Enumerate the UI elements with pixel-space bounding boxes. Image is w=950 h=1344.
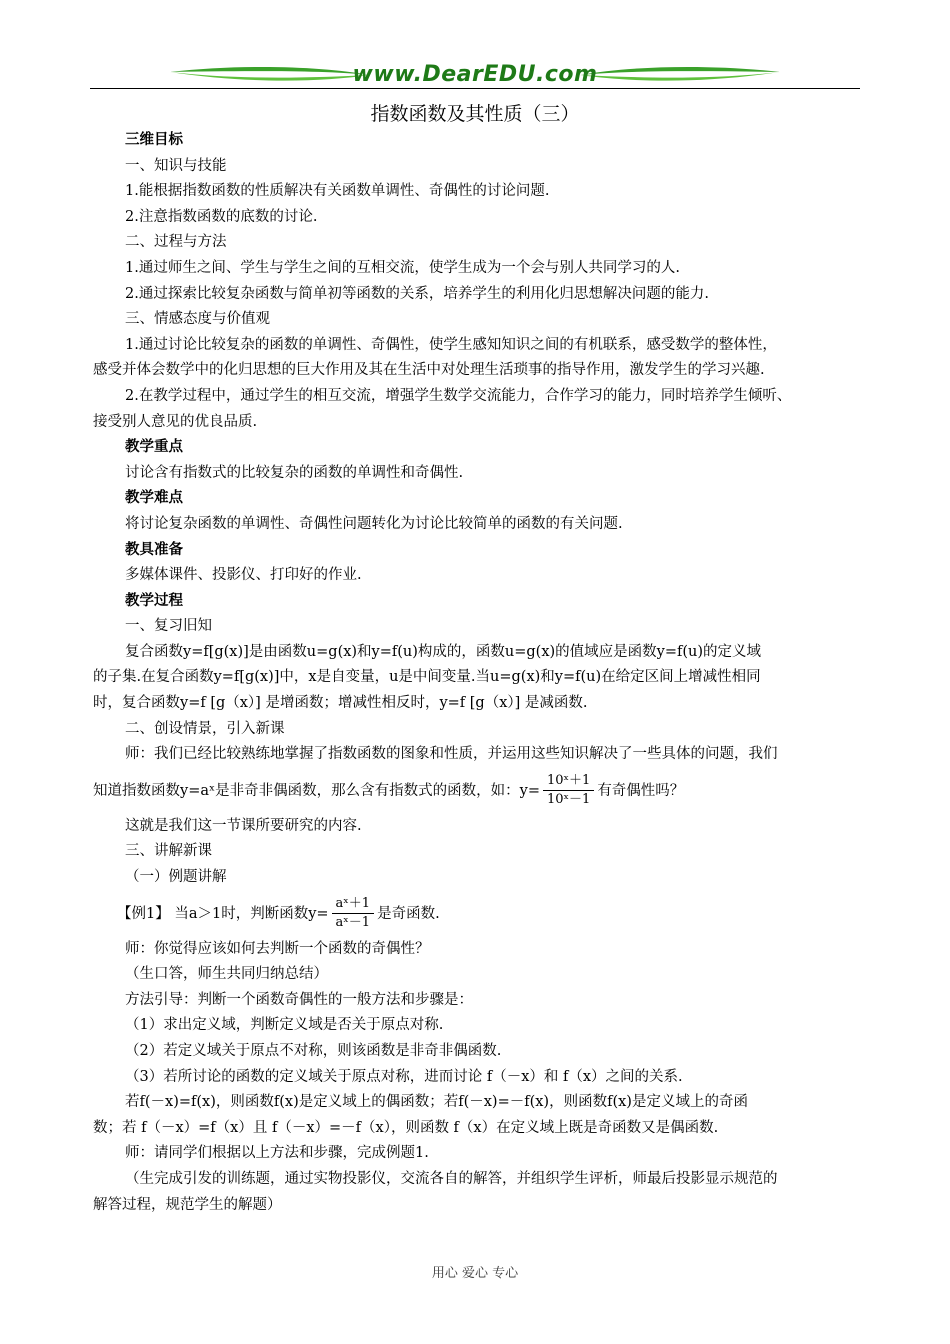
paragraph: 一、知识与技能 <box>125 157 227 174</box>
paragraph: 的子集.在复合函数y=f[g(x)]中，x是自变量，u是中间变量.当u=g(x)和y=f(u)在给定区间上增减性相同 <box>93 669 761 686</box>
section-heading: 教学难点 <box>125 490 183 507</box>
paragraph: 1.通过讨论比较复杂的函数的单调性、奇偶性，使学生感知知识之间的有机联系，感受数学的整体性， <box>125 336 777 353</box>
paragraph: 讨论含有指数式的比较复杂的函数的单调性和奇偶性. <box>125 464 464 481</box>
paragraph: （生完成引发的训练题，通过实物投影仪，交流各自的解答，并组织学生评析，师最后投影显示规范的 <box>125 1170 778 1187</box>
site-logo[interactable]: www.DearEDU.com <box>352 62 598 87</box>
document-body <box>93 128 860 1218</box>
paragraph: 这就是我们这一节课所要研究的内容. <box>125 817 362 834</box>
paragraph: 多媒体课件、投影仪、打印好的作业. <box>125 567 362 584</box>
section-heading: 教学重点 <box>125 439 183 456</box>
fraction-ax: $\frac{\text{aˣ＋1}}{\text{aˣ－1}}$ <box>332 895 375 932</box>
paragraph: 接受别人意见的优良品质. <box>93 413 258 430</box>
paragraph: 三、讲解新课 <box>125 843 212 860</box>
paragraph: 数；若 f（－x）=f（x）且 f（－x）=－f（x），则函数 f（x）在定义域上既是奇函数又是偶函数. <box>93 1119 719 1136</box>
paragraph: 若f(－x)=f(x)，则函数f(x)是定义域上的偶函数；若f(－x)=－f(x)，则函数f(x)是定义域上的奇函 <box>125 1094 748 1111</box>
page-footer: 用心 爱心 专心 <box>431 1266 519 1281</box>
paragraph: （生口答，师生共同归纳总结） <box>125 966 328 983</box>
paragraph: 二、创设情景，引入新课 <box>125 720 285 737</box>
paragraph: 2.注意指数函数的底数的讨论. <box>125 208 318 225</box>
example-1: 【例1】 当a＞1时，判断函数y= $\frac{\text{aˣ＋1}}{\text{aˣ－1}}$ 是奇函数. <box>117 896 440 931</box>
paragraph: （一）例题讲解 <box>125 869 227 886</box>
paragraph: 1.通过师生之间、学生与学生之间的互相交流，使学生成为一个会与别人共同学习的人. <box>125 259 680 276</box>
paragraph: （3）若所讨论的函数的定义域关于原点对称，进而讨论 f（－x）和 f（x）之间的关系. <box>125 1068 683 1085</box>
paragraph: 解答过程，规范学生的解题） <box>93 1196 282 1213</box>
paragraph: 2.通过探索比较复杂函数与简单初等函数的关系，培养学生的利用化归思想解决问题的能力. <box>125 285 709 302</box>
paragraph: 感受并体会数学中的化归思想的巨大作用及其在生活中对处理生活琐事的指导作用，激发学生的学习兴趣. <box>93 362 765 379</box>
paragraph: （1）求出定义域，判断定义域是否关于原点对称. <box>125 1017 444 1034</box>
page-title: 指数函数及其性质（三） <box>370 103 580 125</box>
paragraph: 师：你觉得应该如何去判断一个函数的奇偶性？ <box>125 940 430 957</box>
header-rule <box>90 88 860 89</box>
paragraph: 复合函数y=f[g(x)]是由函数u=g(x)和y=f(u)构成的，函数u=g(x)的值域应是函数y=f(u)的定义域 <box>125 643 762 660</box>
paragraph-with-fraction: 知道指数函数y=aˣ是非奇非偶函数，那么含有指数式的函数，如：y= $\frac{\text{10ˣ＋1}}{\text{10ˣ－1}}$ 有奇偶性吗？ <box>93 773 685 808</box>
paragraph: 时，复合函数y=f [g（x）] 是增函数；增减性相反时，y=f [g（x）] 是减函数. <box>93 695 588 712</box>
paragraph: 三、情感态度与价值观 <box>125 311 270 328</box>
paragraph: 方法引导：判断一个函数奇偶性的一般方法和步骤是： <box>125 991 473 1008</box>
paragraph: （2）若定义域关于原点不对称，则该函数是非奇非偶函数. <box>125 1043 502 1059</box>
section-heading: 教学过程 <box>125 592 183 609</box>
paragraph: 1.能根据指数函数的性质解决有关函数单调性、奇偶性的讨论问题. <box>125 183 550 200</box>
fraction-10x: $\frac{\text{10ˣ＋1}}{\text{10ˣ－1}}$ <box>543 772 594 809</box>
page-header <box>90 58 860 90</box>
paragraph: 师：请同学们根据以上方法和步骤，完成例题1. <box>125 1145 429 1162</box>
paragraph: 一、复习旧知 <box>125 618 212 635</box>
section-heading: 三维目标 <box>125 132 183 148</box>
paragraph: 将讨论复杂函数的单调性、奇偶性问题转化为讨论比较简单的函数的有关问题. <box>125 515 623 532</box>
paragraph: 2.在教学过程中，通过学生的相互交流，增强学生数学交流能力，合作学习的能力，同时培养学生倾听、 <box>125 387 792 404</box>
paragraph: 师：我们已经比较熟练地掌握了指数函数的图象和性质，并运用这些知识解决了一些具体的问题，我们 <box>125 746 778 763</box>
section-heading: 教具准备 <box>125 541 183 558</box>
paragraph: 二、过程与方法 <box>125 234 227 251</box>
